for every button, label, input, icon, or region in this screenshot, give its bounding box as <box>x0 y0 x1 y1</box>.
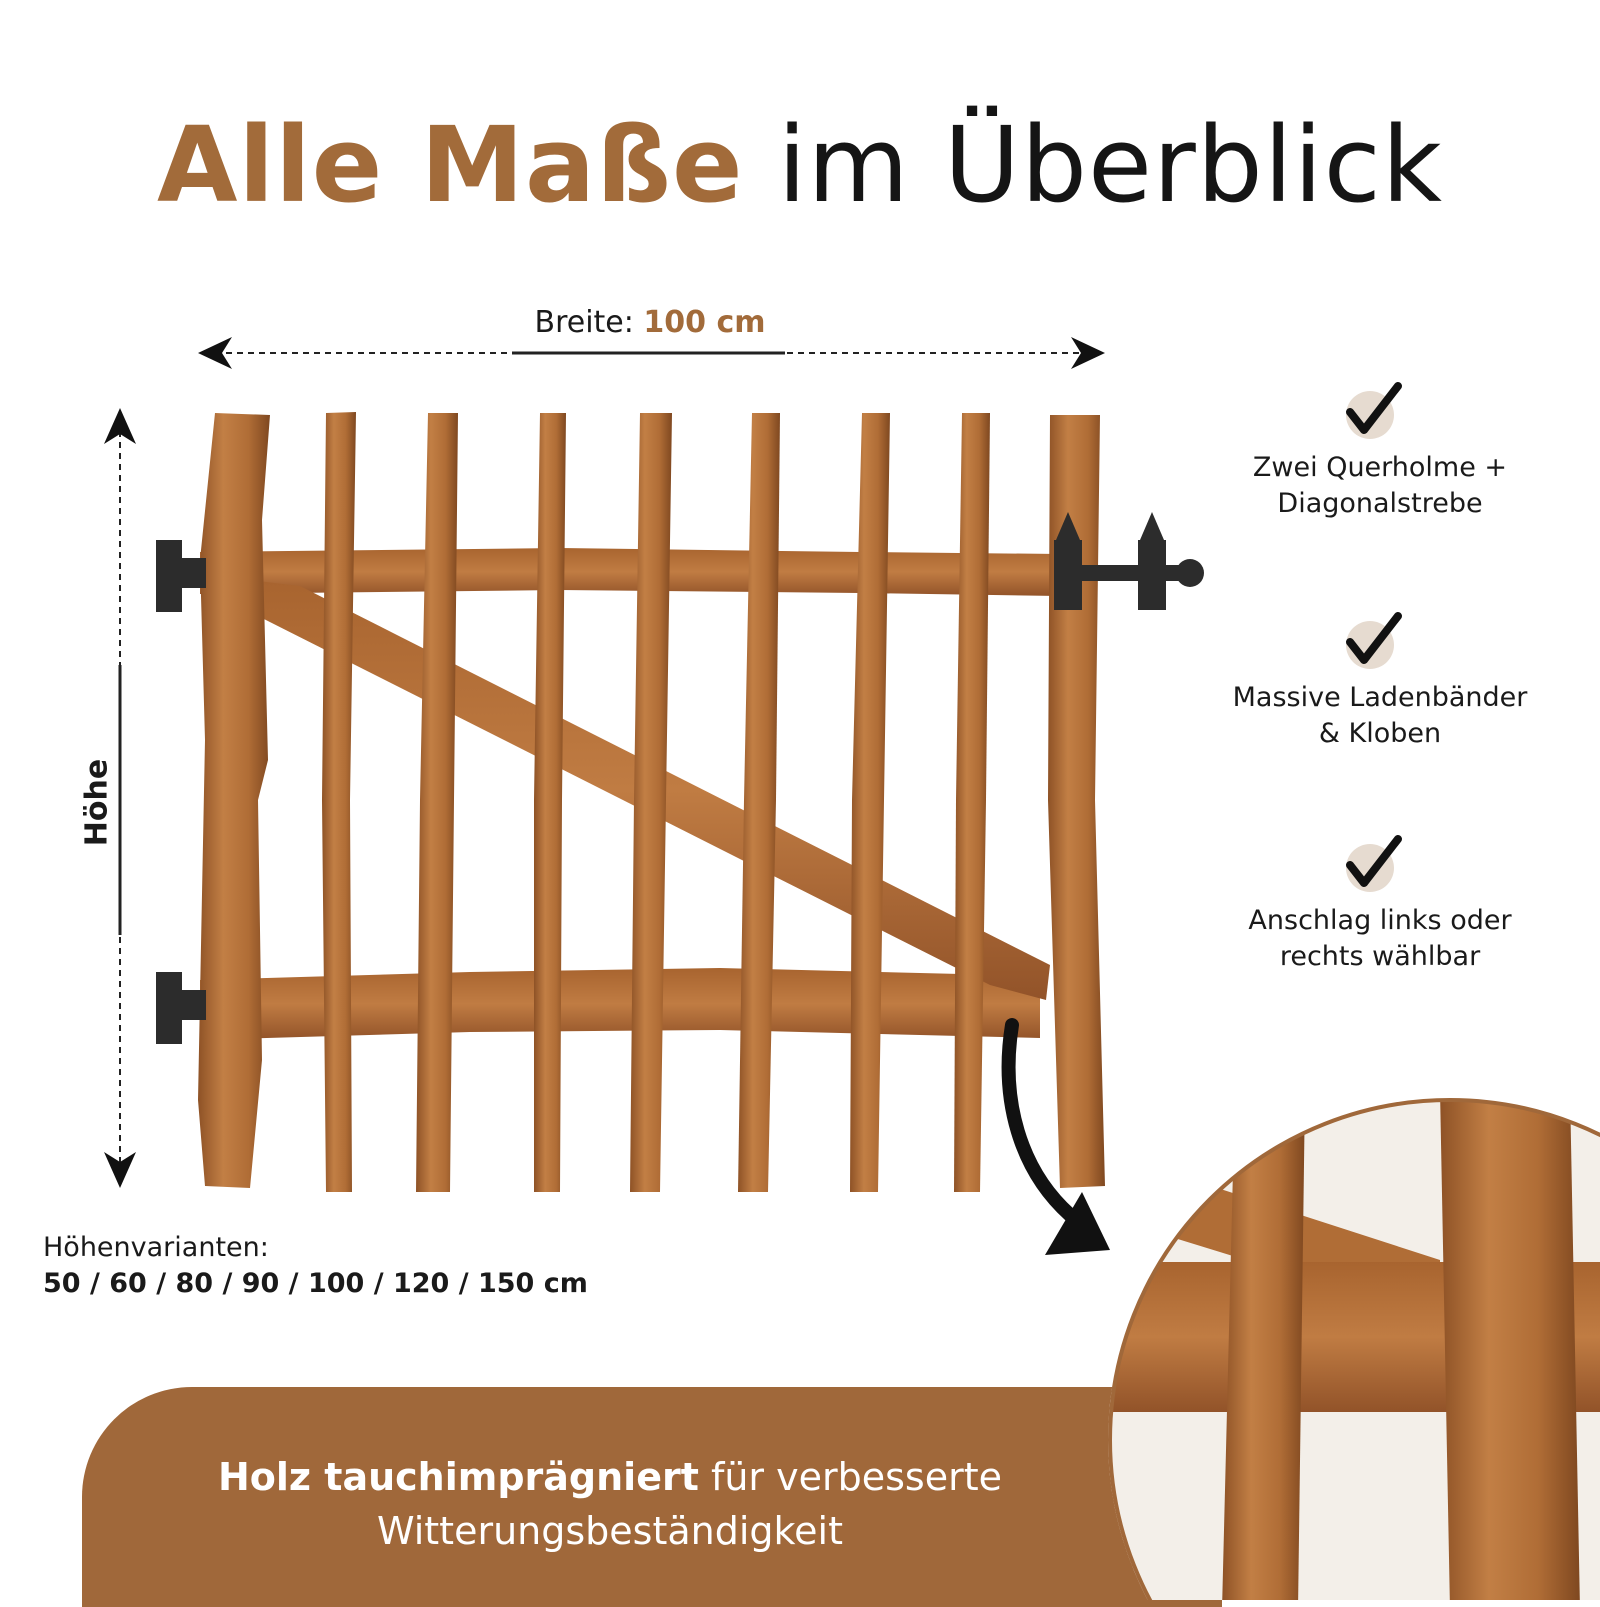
banner-text <box>130 1450 1090 1558</box>
title-rest: im Überblick <box>777 104 1443 226</box>
banner-bold: Holz tauchimprägniert <box>218 1455 699 1499</box>
width-value: 100 cm <box>643 305 766 340</box>
feature-item <box>1200 680 1560 752</box>
height-label: Höhe <box>79 758 115 847</box>
banner-line2: Witterungsbeständigkeit <box>376 1509 844 1553</box>
feature-line: Massive Ladenbänder <box>1232 682 1528 713</box>
feature-item <box>1200 903 1560 975</box>
height-variants <box>43 1230 588 1302</box>
feature-item <box>1200 450 1560 522</box>
feature-line: rechts wählbar <box>1279 941 1481 972</box>
width-label-text: Breite: <box>534 305 634 340</box>
feature-line: & Kloben <box>1318 718 1442 749</box>
banner-rest: für verbesserte <box>698 1455 1002 1499</box>
width-label <box>450 305 850 340</box>
height-variants-values: 50 / 60 / 80 / 90 / 100 / 120 / 150 cm <box>43 1268 588 1299</box>
feature-line: Diagonalstrebe <box>1277 488 1483 519</box>
height-variants-label: Höhenvarianten: <box>43 1232 269 1263</box>
feature-line: Zwei Querholme + <box>1252 452 1508 483</box>
feature-line: Anschlag links oder <box>1248 905 1512 936</box>
title-accent: Alle Maße <box>157 104 744 226</box>
